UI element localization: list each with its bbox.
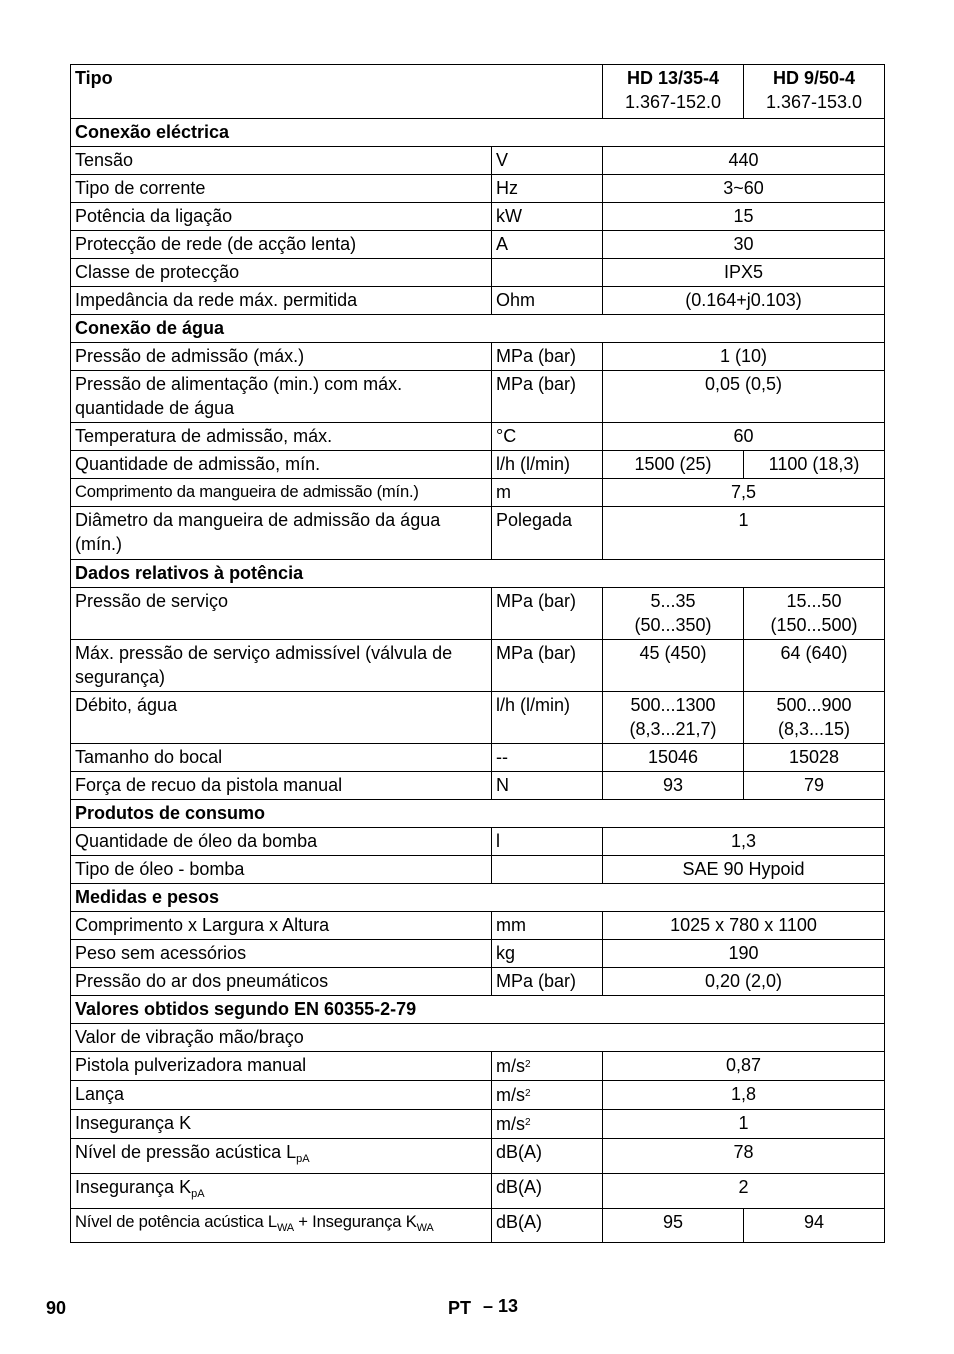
value-line: 500...1300 bbox=[630, 695, 716, 715]
row-label: Tensão bbox=[71, 147, 492, 175]
row-unit bbox=[492, 1110, 603, 1139]
table-row bbox=[71, 968, 885, 996]
row-unit: dB(A) bbox=[492, 1139, 603, 1174]
row-label: Comprimento x Largura x Altura bbox=[71, 912, 492, 940]
row-label bbox=[71, 1139, 492, 1174]
row-unit: Hz bbox=[492, 175, 603, 203]
row-value: 78 bbox=[603, 1139, 885, 1174]
row-value: 2 bbox=[603, 1174, 885, 1209]
table-row bbox=[71, 1110, 885, 1139]
table-row bbox=[71, 588, 885, 640]
unit-superscript: 2 bbox=[525, 1059, 531, 1070]
row-value-a: 93 bbox=[603, 772, 744, 800]
value-line: (8,3...21,7) bbox=[629, 719, 717, 739]
section-row bbox=[71, 884, 885, 912]
row-unit: MPa (bar) bbox=[492, 640, 603, 692]
row-unit: °C bbox=[492, 423, 603, 451]
row-label: Temperatura de admissão, máx. bbox=[71, 423, 492, 451]
row-label: Peso sem acessórios bbox=[71, 940, 492, 968]
row-label: Comprimento da mangueira de admissão (mín.) bbox=[71, 479, 492, 507]
table-row bbox=[71, 1139, 885, 1174]
table-row bbox=[71, 744, 885, 772]
row-unit: Ohm bbox=[492, 287, 603, 315]
table-row bbox=[71, 259, 885, 287]
row-value: 0,20 (2,0) bbox=[603, 968, 885, 996]
row-label: Tipo de óleo - bomba bbox=[71, 856, 492, 884]
row-label: Pressão de alimentação (min.) com máx. quantidade de água bbox=[71, 371, 492, 423]
section-electrical: Conexão eléctrica bbox=[71, 119, 885, 147]
row-label: Quantidade de admissão, mín. bbox=[71, 451, 492, 479]
row-value-b: 64 (640) bbox=[744, 640, 885, 692]
label-subscript: pA bbox=[191, 1188, 205, 1200]
row-label: Débito, água bbox=[71, 692, 492, 744]
row-value: 60 bbox=[603, 423, 885, 451]
row-unit bbox=[492, 1052, 603, 1081]
row-value: (0.164+j0.103) bbox=[603, 287, 885, 315]
table-row bbox=[71, 940, 885, 968]
row-value: 1 bbox=[603, 1110, 885, 1139]
row-unit: kg bbox=[492, 940, 603, 968]
section-values: Valores obtidos segundo EN 60355-2-79 bbox=[71, 996, 885, 1024]
section-row bbox=[71, 119, 885, 147]
section-water: Conexão de água bbox=[71, 315, 885, 343]
model-b-name: HD 9/50-4 bbox=[772, 68, 856, 88]
table-row bbox=[71, 479, 885, 507]
model-b-code: 1.367-153.0 bbox=[765, 92, 863, 112]
section-consumables: Produtos de consumo bbox=[71, 800, 885, 828]
value-line: (150...500) bbox=[770, 615, 858, 635]
row-value: 30 bbox=[603, 231, 885, 259]
model-a-code: 1.367-152.0 bbox=[624, 92, 722, 112]
row-label bbox=[71, 1209, 492, 1243]
row-value-a: 45 (450) bbox=[603, 640, 744, 692]
page-number: 90 bbox=[46, 1298, 67, 1318]
table-row bbox=[71, 371, 885, 423]
row-label: Impedância da rede máx. permitida bbox=[71, 287, 492, 315]
model-a-name: HD 13/35-4 bbox=[626, 68, 720, 88]
table-row bbox=[71, 203, 885, 231]
row-label: Lança bbox=[71, 1081, 492, 1110]
row-label: Classe de protecção bbox=[71, 259, 492, 287]
row-value-b: 79 bbox=[744, 772, 885, 800]
section-row bbox=[71, 560, 885, 588]
table-row bbox=[71, 343, 885, 371]
label-subscript: WA bbox=[276, 1222, 294, 1234]
row-label: Máx. pressão de serviço admissível (válvula de segurança) bbox=[71, 640, 492, 692]
row-value: 1 bbox=[603, 507, 885, 560]
section-row bbox=[71, 315, 885, 343]
row-unit bbox=[492, 856, 603, 884]
row-value: 0,87 bbox=[603, 1052, 885, 1081]
row-unit: MPa (bar) bbox=[492, 968, 603, 996]
table-row bbox=[71, 231, 885, 259]
value-line: (50...350) bbox=[634, 615, 712, 635]
row-value: 1 (10) bbox=[603, 343, 885, 371]
table-row bbox=[71, 287, 885, 315]
section-row bbox=[71, 996, 885, 1024]
row-value-a bbox=[603, 588, 744, 640]
row-unit: dB(A) bbox=[492, 1174, 603, 1209]
table-row bbox=[71, 640, 885, 692]
row-value: 0,05 (0,5) bbox=[603, 371, 885, 423]
section-dimensions: Medidas e pesos bbox=[71, 884, 885, 912]
row-label: Pistola pulverizadora manual bbox=[71, 1052, 492, 1081]
table-row bbox=[71, 175, 885, 203]
table-row bbox=[71, 1174, 885, 1209]
table-row bbox=[71, 147, 885, 175]
row-value: 15 bbox=[603, 203, 885, 231]
row-label bbox=[71, 1174, 492, 1209]
row-label: Valor de vibração mão/braço bbox=[71, 1024, 885, 1052]
unit-superscript: 2 bbox=[525, 1088, 531, 1099]
label-subscript: pA bbox=[296, 1153, 310, 1165]
row-value: SAE 90 Hypoid bbox=[603, 856, 885, 884]
row-value: 1025 x 780 x 1100 bbox=[603, 912, 885, 940]
row-unit: dB(A) bbox=[492, 1209, 603, 1243]
row-value-b bbox=[744, 692, 885, 744]
label-text: Nível de pressão acústica L bbox=[75, 1142, 297, 1162]
unit-superscript: 2 bbox=[525, 1117, 531, 1128]
unit-text: m/s bbox=[496, 1085, 525, 1105]
table-row bbox=[71, 692, 885, 744]
row-label: Potência da ligação bbox=[71, 203, 492, 231]
table-row bbox=[71, 1052, 885, 1081]
row-unit: Polegada bbox=[492, 507, 603, 560]
row-unit: MPa (bar) bbox=[492, 343, 603, 371]
table-row bbox=[71, 1209, 885, 1243]
row-unit: l bbox=[492, 828, 603, 856]
row-unit: -- bbox=[492, 744, 603, 772]
row-value-b: 94 bbox=[744, 1209, 885, 1243]
table-row bbox=[71, 772, 885, 800]
row-value: 3~60 bbox=[603, 175, 885, 203]
header-row bbox=[71, 65, 885, 119]
row-label: Protecção de rede (de acção lenta) bbox=[71, 231, 492, 259]
row-value-b: 1100 (18,3) bbox=[744, 451, 885, 479]
table-row bbox=[71, 856, 885, 884]
row-unit bbox=[492, 1081, 603, 1110]
section-page: – 13 bbox=[483, 1296, 519, 1316]
row-value-b bbox=[744, 588, 885, 640]
model-a-header bbox=[603, 65, 744, 119]
row-label: Tipo de corrente bbox=[71, 175, 492, 203]
row-unit: N bbox=[492, 772, 603, 800]
label-text: Nível de potência acústica L bbox=[75, 1212, 277, 1231]
row-unit: MPa (bar) bbox=[492, 371, 603, 423]
table-row bbox=[71, 451, 885, 479]
table-row bbox=[71, 423, 885, 451]
language-code: PT bbox=[448, 1298, 472, 1318]
row-unit: kW bbox=[492, 203, 603, 231]
unit-text: m/s bbox=[496, 1114, 525, 1134]
row-unit: MPa (bar) bbox=[492, 588, 603, 640]
type-header: Tipo bbox=[71, 65, 603, 119]
label-text: Insegurança K bbox=[75, 1177, 192, 1197]
row-label: Diâmetro da mangueira de admissão da água (mín.) bbox=[71, 507, 492, 560]
row-label: Força de recuo da pistola manual bbox=[71, 772, 492, 800]
row-unit: l/h (l/min) bbox=[492, 692, 603, 744]
row-unit: mm bbox=[492, 912, 603, 940]
section-performance: Dados relativos à potência bbox=[71, 560, 885, 588]
row-unit: l/h (l/min) bbox=[492, 451, 603, 479]
table-row bbox=[71, 828, 885, 856]
technical-data-table bbox=[70, 64, 885, 1243]
table-row bbox=[71, 912, 885, 940]
value-line: 500...900 bbox=[776, 695, 852, 715]
row-value: IPX5 bbox=[603, 259, 885, 287]
row-label: Insegurança K bbox=[71, 1110, 492, 1139]
value-line: 15...50 bbox=[786, 591, 842, 611]
section-row bbox=[71, 800, 885, 828]
table-row bbox=[71, 507, 885, 560]
label-subscript: WA bbox=[416, 1222, 434, 1234]
row-label: Quantidade de óleo da bomba bbox=[71, 828, 492, 856]
row-label: Pressão de admissão (máx.) bbox=[71, 343, 492, 371]
row-label: Pressão do ar dos pneumáticos bbox=[71, 968, 492, 996]
row-value-a bbox=[603, 692, 744, 744]
row-value: 190 bbox=[603, 940, 885, 968]
row-value-a: 95 bbox=[603, 1209, 744, 1243]
row-value: 1,3 bbox=[603, 828, 885, 856]
row-value: 1,8 bbox=[603, 1081, 885, 1110]
table-row bbox=[71, 1024, 885, 1052]
value-line: 5...35 bbox=[650, 591, 696, 611]
row-unit: A bbox=[492, 231, 603, 259]
row-value-a: 15046 bbox=[603, 744, 744, 772]
row-unit: V bbox=[492, 147, 603, 175]
row-label: Tamanho do bocal bbox=[71, 744, 492, 772]
table-row bbox=[71, 1081, 885, 1110]
label-text: + Insegurança K bbox=[293, 1212, 417, 1231]
row-unit: m bbox=[492, 479, 603, 507]
row-unit bbox=[492, 259, 603, 287]
row-value-a: 1500 (25) bbox=[603, 451, 744, 479]
row-value-b: 15028 bbox=[744, 744, 885, 772]
unit-text: m/s bbox=[496, 1056, 525, 1076]
row-value: 440 bbox=[603, 147, 885, 175]
row-label: Pressão de serviço bbox=[71, 588, 492, 640]
model-b-header bbox=[744, 65, 885, 119]
value-line: (8,3...15) bbox=[777, 719, 851, 739]
row-value: 7,5 bbox=[603, 479, 885, 507]
